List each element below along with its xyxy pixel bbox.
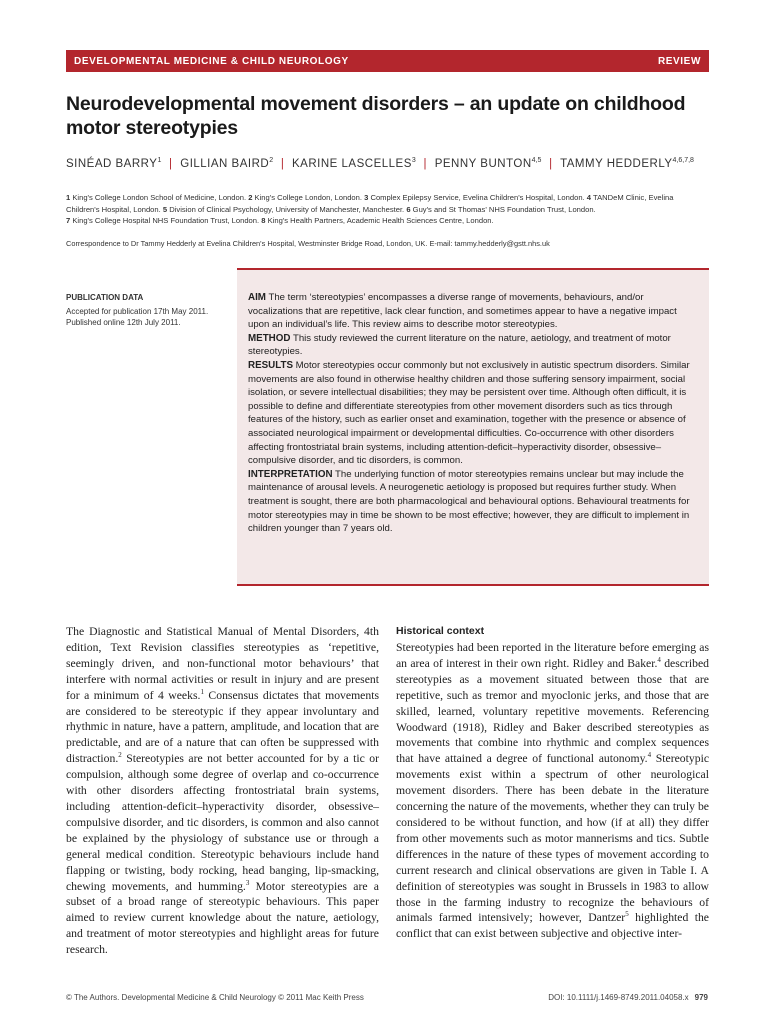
page-number: 979 [694, 993, 708, 1002]
body-text: Stereotypies are not better accounted for by a tic or compulsion, although some degree of overlap and co-occurrence with other disorders affecting frontostriatal brain systems, including attention-deficit–hyperactivity disorder, obsessive–compulsive disorder, and tic disorders, is common and also cannot be explained by the physiology of substance use or through a general medical condition. Stereotypic behaviours include hand flapping or twisting, body rocking, head banging, lip-smacking, chewing movements, and humming. [66, 752, 379, 893]
author-list [66, 157, 694, 170]
abstract-method [248, 332, 697, 359]
author-separator: | [169, 157, 173, 170]
author-affil-ref: 2 [269, 157, 274, 164]
affiliation-number: 7 [66, 216, 71, 225]
abstract [237, 268, 709, 586]
body-text: described stereotypies as a movement situated between those that are repetitive, such as tremor and myoclonic jerks, and those that are skilled, learned, voluntary repetitive movements. Referencing Woodward (1918), Ridley and Baker described stereotypies as movements that combine into rhythmic and complex sequences that have attained a degree of functional autonomy. [396, 656, 709, 766]
affiliation-text: Guy's and St Thomas' NHS Foundation Trust, London. [412, 204, 596, 214]
publication-data [66, 292, 236, 329]
abstract-aim [248, 291, 697, 332]
affiliation-number: 6 [406, 204, 411, 214]
affiliation-text: King's College Hospital NHS Foundation Trust, London. [72, 216, 260, 225]
article-type: REVIEW [657, 55, 701, 67]
body-text: Motor stereotypies are a subset of a broad range of stereotypic behaviours. This paper aimed to review current knowledge about the nature, aetiology, and treatment of motor stereotypies and highlight areas for future research. [66, 879, 379, 957]
author-affil-ref: 3 [411, 157, 416, 164]
affiliation-text: King's College London School of Medicine, London. [72, 193, 247, 202]
accepted-date: Accepted for publication 17th May 2011. [66, 306, 209, 316]
affiliation-number: 3 [364, 193, 369, 202]
published-date: Published online 12th July 2011. [66, 318, 181, 327]
abstract-text: Motor stereotypies occur commonly but not exclusively in autistic spectrum disorders. Similar movements are also found in otherwise healthy children and those suffering sensory impairment, social isolation, or severe intellectual disabilities; they may be persistent over time. Although often difficult, it is possible to define and differentiate stereotypies from other movement disorders such as tics through features of the history, such as earlier onset and examination, together with the presence or absence of associated neurological impairment or developmental difficulties. Co-occurrence with other disorders affecting frontostriatal brain systems, including attention-deficit–hyperactivity disorder, obsessive–compulsive disorder, and tic disorders, is common. [248, 359, 690, 467]
affiliation-number: 4 [586, 193, 592, 202]
affiliation-text: TANDeM Clinic, Evelina Children's Hospital, London. [66, 193, 674, 214]
body-text: The Diagnostic and Statistical Manual of Mental Disorders, 4th edition, Text Revision classifies stereotypies as ‘repetitive, seemingly driven, and non-functional motor behaviours’ that interfere with normal activities or result in injury and are present for a minimum of 4 weeks. [66, 625, 379, 702]
affiliation-number: 5 [162, 204, 168, 214]
footer-right [548, 993, 708, 1002]
citation-ref: 4 [657, 656, 661, 665]
body-text: Stereotypies had been reported in the literature before emerging as an area of interest in their own right. Ridley and Baker. [396, 641, 709, 670]
affiliations [66, 192, 706, 227]
abstract-label: RESULTS [248, 359, 293, 371]
author-affil-ref: 1 [157, 157, 162, 164]
affiliation-text: Division of Clinical Psychology, University of Manchester, Manchester. [169, 204, 405, 214]
body-column-left [66, 624, 379, 958]
abstract-text: This study reviewed the current literature on the nature, aetiology, and treatment of motor stereotypies. [248, 332, 671, 358]
abstract-text: The term ‘stereotypies’ encompasses a diverse range of movements, behaviours, and/or vocalizations that are repetitive, lack clear function, and sometimes appear to have a negative impact upon an individual’s life. This review aims to describe motor stereotypies. [248, 292, 677, 331]
author-affil-ref: 4,6,7,8 [672, 157, 694, 164]
journal-banner [66, 50, 709, 72]
citation-ref: 5 [625, 910, 629, 919]
publication-data-heading: PUBLICATION DATA [66, 293, 144, 302]
author-name: KARINE LASCELLES [292, 157, 412, 170]
section-heading: Historical context [396, 625, 485, 637]
author-name: GILLIAN BAIRD [180, 157, 270, 170]
abstract-label: INTERPRETATION [248, 468, 333, 480]
affiliation-text: King's Health Partners, Academic Health Sciences Centre, London. [267, 216, 494, 225]
author-name: SINÉAD BARRY [66, 157, 158, 170]
article-title: Neurodevelopmental movement disorders – an update on childhood motor stereotypies [66, 93, 686, 139]
author-name: PENNY BUNTON [434, 157, 532, 170]
citation-ref: 1 [200, 687, 204, 696]
footer-copyright: © The Authors. Developmental Medicine & Child Neurology © 2011 Mac Keith Press [66, 993, 364, 1002]
author-separator: | [280, 157, 285, 170]
abstract-label: METHOD [248, 332, 291, 344]
affiliation-text: Complex Epilepsy Service, Evelina Children's Hospital, London. [370, 193, 585, 202]
body-text: Stereotypic movements exist within a spectrum of other neurological movement disorders. There has been debate in the literature concerning the nature of the movements, whether they can truly be considered to be without function, and how (if at all) they differ from other movements such as motor mannerisms and tics. Subtle differences in the nature of these types of movement according to current research and clinical observations are given in Table I. A definition of stereotypies was sought in Brussels in 1983 to allow those in the farming industry to recognize the behaviours of animals farmed intensively; however, Dantzer [396, 752, 710, 925]
body-column-right [396, 624, 709, 942]
author-separator: | [549, 157, 553, 170]
affiliation-number: 2 [248, 193, 253, 202]
citation-ref: 4 [647, 751, 652, 760]
doi: DOI: 10.1111/j.1469-8749.2011.04058.x [548, 993, 689, 1002]
author-name: TAMMY HEDDERLY [560, 157, 673, 170]
abstract-text: The underlying function of motor stereotypies remains unclear but may include the maintenance of arousal levels. A neurogenetic aetiology is proposed but requires further study. When treatment is sought, there are both pharmacological and behavioural options. Behavioural treatments for motor stereotypies may in time be shown to be most effective; however, they are difficult to implement in children younger than 7 years old. [248, 468, 690, 535]
journal-name: DEVELOPMENTAL MEDICINE & CHILD NEUROLOGY [74, 55, 349, 67]
affiliation-number: 1 [66, 193, 71, 202]
abstract-results [248, 359, 697, 468]
correspondence: Correspondence to Dr Tammy Hedderly at Evelina Children's Hospital, Westminster Bridge Road, London, UK. E-mail: tammy.hedderly@gstt.nhs.uk [66, 239, 550, 248]
citation-ref: 2 [118, 751, 122, 760]
author-separator: | [423, 157, 427, 170]
body-text: highlighted the conflict that can exist between subjective and objective inter- [396, 911, 709, 941]
citation-ref: 3 [245, 878, 250, 887]
affiliation-number: 8 [261, 216, 266, 225]
abstract-label: AIM [248, 292, 266, 303]
body-text: Consensus dictates that movements are considered to be stereotypic if they appear involuntary and rhythmic in nature, have a pattern, amplitude, and location that are predictable, and are of a nature that can often be suppressed with distraction. [66, 688, 380, 766]
affiliation-text: King's College London, London. [254, 193, 362, 202]
abstract-interpretation [248, 468, 697, 536]
author-affil-ref: 4,5 [531, 157, 542, 164]
